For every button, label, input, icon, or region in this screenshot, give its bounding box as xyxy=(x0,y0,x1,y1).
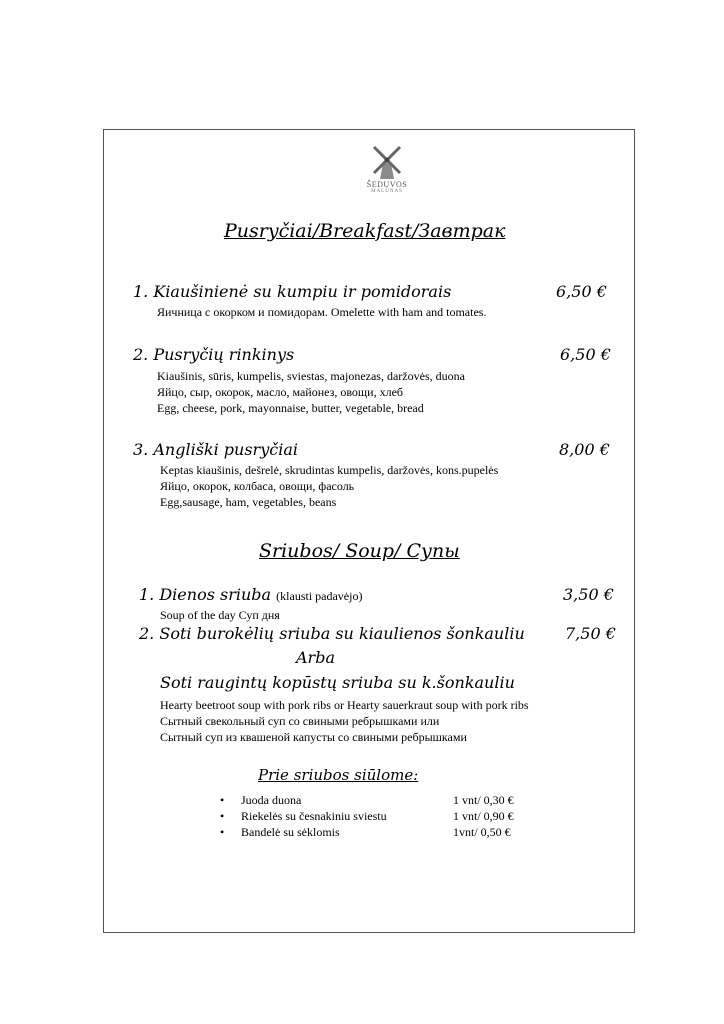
breakfast-item-1-desc: Яичница с окорком и помидорам. Omelette with ham and tomates. xyxy=(157,305,487,319)
soup-item-2-name: 2. Soti burokėlių sriuba su kiaulienos šonkauliu xyxy=(139,624,525,643)
bullet-icon: • xyxy=(220,825,225,839)
breakfast-item-1-price: 6,50 € xyxy=(556,282,607,301)
soup-item-1-note: (klausti padavėjo) xyxy=(276,589,363,603)
list-item xyxy=(220,809,540,825)
breakfast-item-3-desc-1: Keptas kiaušinis, dešrelė, skrudintas kumpelis, daržovės, kons.pupelės xyxy=(160,463,499,477)
extra-name: Riekelės su česnakiniu sviestu xyxy=(241,809,387,823)
extra-price: 1 vnt/ 0,30 € xyxy=(453,793,514,807)
list-item xyxy=(220,793,540,809)
breakfast-item-2-desc-2: Яйцо, сыр, окорок, масло, майонез, овощи, хлеб xyxy=(157,385,403,399)
soup-item-2-or: Arba xyxy=(296,648,335,667)
windmill-icon xyxy=(371,143,403,181)
extra-price: 1vnt/ 0,50 € xyxy=(453,825,511,839)
bullet-icon: • xyxy=(220,809,225,823)
breakfast-item-2-price: 6,50 € xyxy=(560,345,611,364)
soup-item-2-desc-1: Hearty beetroot soup with pork ribs or Hearty sauerkraut soup with pork ribs xyxy=(160,698,529,712)
extra-name: Juoda duona xyxy=(241,793,302,807)
soup-item-1-name: 1. Dienos sriuba xyxy=(139,585,272,604)
restaurant-logo xyxy=(364,143,410,201)
breakfast-item-3-desc-2: Яйцо, окорок, колбаса, овощи, фасоль xyxy=(160,479,355,493)
list-item xyxy=(220,825,540,841)
soup-item-1-desc: Soup of the day Суп дня xyxy=(160,608,280,622)
logo-subtitle: MALŪNAS xyxy=(371,189,403,194)
soup-item-2-desc-3: Сытный суп из квашеной капусты со свиными ребрышками xyxy=(160,730,467,744)
breakfast-item-2-desc-1: Kiaušinis, sūris, kumpelis, sviestas, majonezas, daržovės, duona xyxy=(157,369,465,383)
bullet-icon: • xyxy=(220,793,225,807)
logo-name: ŠEDUVOS xyxy=(366,180,408,189)
soup-item-1-price: 3,50 € xyxy=(563,585,614,604)
breakfast-title: Pusryčiai/Breakfast/Завтрак xyxy=(224,220,506,242)
soup-title: Sriubos/ Soup/ Супы xyxy=(259,540,460,562)
breakfast-item-2-desc-3: Egg, cheese, pork, mayonnaise, butter, vegetable, bread xyxy=(157,401,424,415)
extras-list xyxy=(220,793,540,841)
soup-item-2-desc-2: Сытный свекольный суп со свиными ребрышками или xyxy=(160,714,440,728)
breakfast-item-3-name: 3. Angliški pusryčiai xyxy=(133,440,298,459)
extras-title: Prie sriubos siūlome: xyxy=(258,766,419,784)
soup-item-1 xyxy=(139,585,362,604)
extra-price: 1 vnt/ 0,90 € xyxy=(453,809,514,823)
breakfast-item-1-name: 1. Kiaušinienė su kumpiu ir pomidorais xyxy=(133,282,452,301)
soup-item-2-alt-name: Soti raugintų kopūstų sriuba su k.šonkauliu xyxy=(160,673,515,692)
extra-name: Bandelė su sėklomis xyxy=(241,825,340,839)
breakfast-item-2-name: 2. Pusryčių rinkinys xyxy=(133,345,295,364)
breakfast-item-3-price: 8,00 € xyxy=(559,440,610,459)
breakfast-item-3-desc-3: Egg,sausage, ham, vegetables, beans xyxy=(160,495,337,509)
soup-item-2-price: 7,50 € xyxy=(565,624,616,643)
